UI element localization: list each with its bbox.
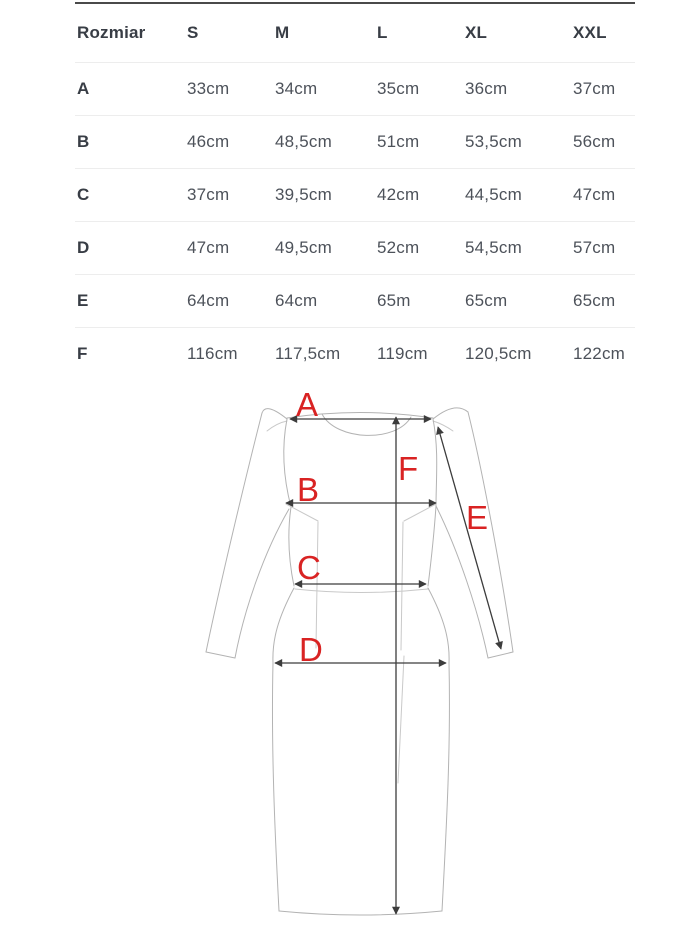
left-armhole <box>284 419 291 507</box>
left-shoulder-cap <box>262 409 287 419</box>
row-label: C <box>77 185 90 204</box>
value-cell: 65cm <box>573 291 616 310</box>
row-label: A <box>77 79 90 98</box>
value-cell: 57cm <box>573 238 616 257</box>
value-cell: 64cm <box>187 291 230 310</box>
value-cell: 53,5cm <box>465 132 522 151</box>
value-cell: 39,5cm <box>275 185 332 204</box>
arrow-e-sleeve-length <box>438 427 501 649</box>
left-cuff <box>206 652 235 658</box>
value-cell: 52cm <box>377 238 420 257</box>
right-princess-seam <box>401 522 403 650</box>
value-cell: 117,5cm <box>275 344 341 363</box>
value-cell: 47cm <box>187 238 230 257</box>
measurement-labels <box>296 386 488 668</box>
left-bodice-side <box>289 507 294 586</box>
left-sleeve-inner <box>235 509 289 658</box>
hem-line <box>279 911 442 915</box>
value-cell: 51cm <box>377 132 420 151</box>
value-cell: 37cm <box>573 79 616 98</box>
value-cell: 119cm <box>377 344 428 363</box>
value-cell: 116cm <box>187 344 238 363</box>
label-a: A <box>296 386 319 423</box>
column-header-rozmiar: Rozmiar <box>77 23 146 42</box>
column-header-m: M <box>275 23 290 42</box>
label-e: E <box>466 499 489 536</box>
row-label: D <box>77 238 90 257</box>
value-cell: 47cm <box>573 185 616 204</box>
right-cuff <box>488 652 513 658</box>
value-cell: 54,5cm <box>465 238 522 257</box>
value-cell: 56cm <box>573 132 616 151</box>
value-cell: 46cm <box>187 132 230 151</box>
value-cell: 36cm <box>465 79 508 98</box>
row-label: E <box>77 291 89 310</box>
column-header-s: S <box>187 23 199 42</box>
value-cell: 34cm <box>275 79 318 98</box>
waist-seam <box>295 589 428 593</box>
value-cell: 44,5cm <box>465 185 522 204</box>
left-shoulder-gather <box>267 421 287 431</box>
column-header-xxl: XXL <box>573 23 607 42</box>
dress-outline <box>206 408 513 915</box>
label-d: D <box>299 631 323 668</box>
row-label: F <box>77 344 88 363</box>
value-cell: 122cm <box>573 344 626 363</box>
column-header-xl: XL <box>465 23 488 42</box>
value-cell: 35cm <box>377 79 420 98</box>
value-cell: 49,5cm <box>275 238 332 257</box>
skirt-right-side <box>428 588 449 911</box>
skirt-left-side <box>272 588 294 911</box>
left-sleeve-outer <box>206 413 262 652</box>
label-b: B <box>297 471 320 508</box>
right-shoulder-gather <box>433 421 453 431</box>
right-armhole <box>433 419 437 506</box>
row-label: B <box>77 132 90 151</box>
value-cell: 33cm <box>187 79 230 98</box>
column-header-l: L <box>377 23 388 42</box>
value-cell: 64cm <box>275 291 318 310</box>
label-f: F <box>398 450 419 487</box>
right-underarm-seam <box>404 504 436 521</box>
value-cell: 120,5cm <box>465 344 532 363</box>
neckline <box>322 414 411 435</box>
right-bodice-side <box>428 506 436 586</box>
value-cell: 48,5cm <box>275 132 332 151</box>
label-c: C <box>297 549 321 586</box>
value-cell: 65cm <box>465 291 508 310</box>
right-shoulder-cap <box>433 408 468 419</box>
value-cell: 65m <box>377 291 411 310</box>
skirt-seam <box>398 656 404 783</box>
value-cell: 42cm <box>377 185 420 204</box>
value-cell: 37cm <box>187 185 230 204</box>
